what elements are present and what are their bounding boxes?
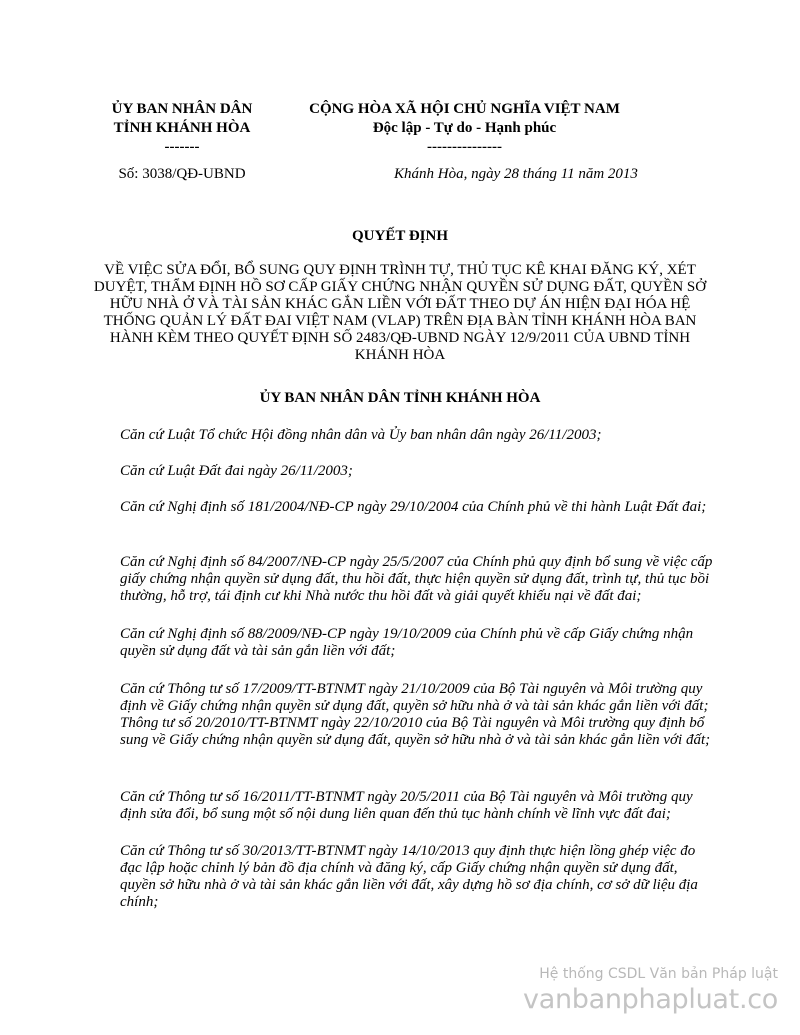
watermark-domain: vanbanphapluat.co <box>523 984 778 1015</box>
authority-divider: ------- <box>164 139 200 155</box>
legal-basis-6: Căn cứ Thông tư số 17/2009/TT-BTNMT ngày 21/10/2009 của Bộ Tài nguyên và Môi trường quy định về Giấy chứng nhận quyền sử dụng đất, quyền sở hữu nhà ở và tài sản khác gắn liền với đất; Thông tư số 20/2010/TT-BTNMT ngày 22/10/2010 của Bộ Tài nguyên và Môi trường quy định bổ sung về Giấy chứng nhận quyền sử dụng đất, quyền sở hữu nhà ở và tài sản khác gắn liền với đất; <box>120 681 711 748</box>
decision-authority: ỦY BAN NHÂN DÂN TỈNH KHÁNH HÒA <box>259 390 541 406</box>
legal-basis-4: Căn cứ Nghị định số 84/2007/NĐ-CP ngày 25/5/2007 của Chính phủ quy định bổ sung về việc cấp giấy chứng nhận quyền sử dụng đất, thu hồi đất, thực hiện quyền sử dụng đất, trình tự, thủ tục bồi thường, hỗ trợ, tái định cư khi Nhà nước thu hồi đất và giải quyết khiếu nại về đất đai; <box>120 554 713 604</box>
motto-divider: --------------- <box>427 139 502 155</box>
document-subject: VỀ VIỆC SỬA ĐỔI, BỔ SUNG QUY ĐỊNH TRÌNH TỰ, THỦ TỤC KÊ KHAI ĐĂNG KÝ, XÉT DUYỆT, THẨM ĐỊNH HỒ SƠ CẤP GIẤY CHỨNG NHẬN QUYỀN SỬ DỤNG ĐẤT, QUYỀN SỞ HỮU NHÀ Ở VÀ TÀI SẢN KHÁC GẮN LIỀN VỚI ĐẤT THEO DỰ ÁN HIỆN ĐẠI HÓA HỆ THỐNG QUẢN LÝ ĐẤT ĐAI VIỆT NAM (VLAP) TRÊN ĐỊA BÀN TỈNH KHÁNH HÒA BAN HÀNH KÈM THEO QUYẾT ĐỊNH SỐ 2483/QĐ-UBND NGÀY 12/9/2011 CỦA UBND TỈNH KHÁNH HÒA <box>93 262 707 363</box>
document-title: QUYẾT ĐỊNH <box>352 228 448 244</box>
issuing-authority-header <box>92 100 272 157</box>
national-motto-header <box>272 100 657 157</box>
legal-basis-1: Căn cứ Luật Tổ chức Hội đồng nhân dân và Ủy ban nhân dân ngày 26/11/2003; <box>120 427 602 443</box>
legal-basis-2: Căn cứ Luật Đất đai ngày 26/11/2003; <box>120 463 353 479</box>
legal-basis-8: Căn cứ Thông tư số 30/2013/TT-BTNMT ngày 14/10/2013 quy định thực hiện lồng ghép việc đo đạc lập hoặc chỉnh lý bản đồ địa chính và đăng ký, cấp Giấy chứng nhận quyền sử dụng đất, quyền sở hữu nhà ở và tài sản khác gắn liền với đất, xây dựng hồ sơ địa chính, cơ sở dữ liệu địa chính; <box>120 843 698 910</box>
document-date: Khánh Hòa, ngày 28 tháng 11 năm 2013 <box>394 166 638 182</box>
document-number: Số: 3038/QĐ-UBND <box>118 166 246 182</box>
legal-basis-5: Căn cứ Nghị định số 88/2009/NĐ-CP ngày 19/10/2009 của Chính phủ về cấp Giấy chứng nhận quyền sử dụng đất và tài sản gắn liền với đất; <box>120 626 694 659</box>
legal-basis-7: Căn cứ Thông tư số 16/2011/TT-BTNMT ngày 20/5/2011 của Bộ Tài nguyên và Môi trường quy định sửa đổi, bổ sung một số nội dung liên quan đến thủ tục hành chính về lĩnh vực đất đai; <box>120 789 693 822</box>
authority-line-1: ỦY BAN NHÂN DÂN <box>111 101 253 117</box>
legal-basis-3: Căn cứ Nghị định số 181/2004/NĐ-CP ngày 29/10/2004 của Chính phủ về thi hành Luật Đất đai; <box>120 499 707 515</box>
authority-line-2: TỈNH KHÁNH HÒA <box>113 120 251 136</box>
motto: Độc lập - Tự do - Hạnh phúc <box>372 120 557 136</box>
country-name: CỘNG HÒA XÃ HỘI CHỦ NGHĨA VIỆT NAM <box>309 101 620 117</box>
watermark-caption: Hệ thống CSDL Văn bản Pháp luật <box>539 966 778 982</box>
